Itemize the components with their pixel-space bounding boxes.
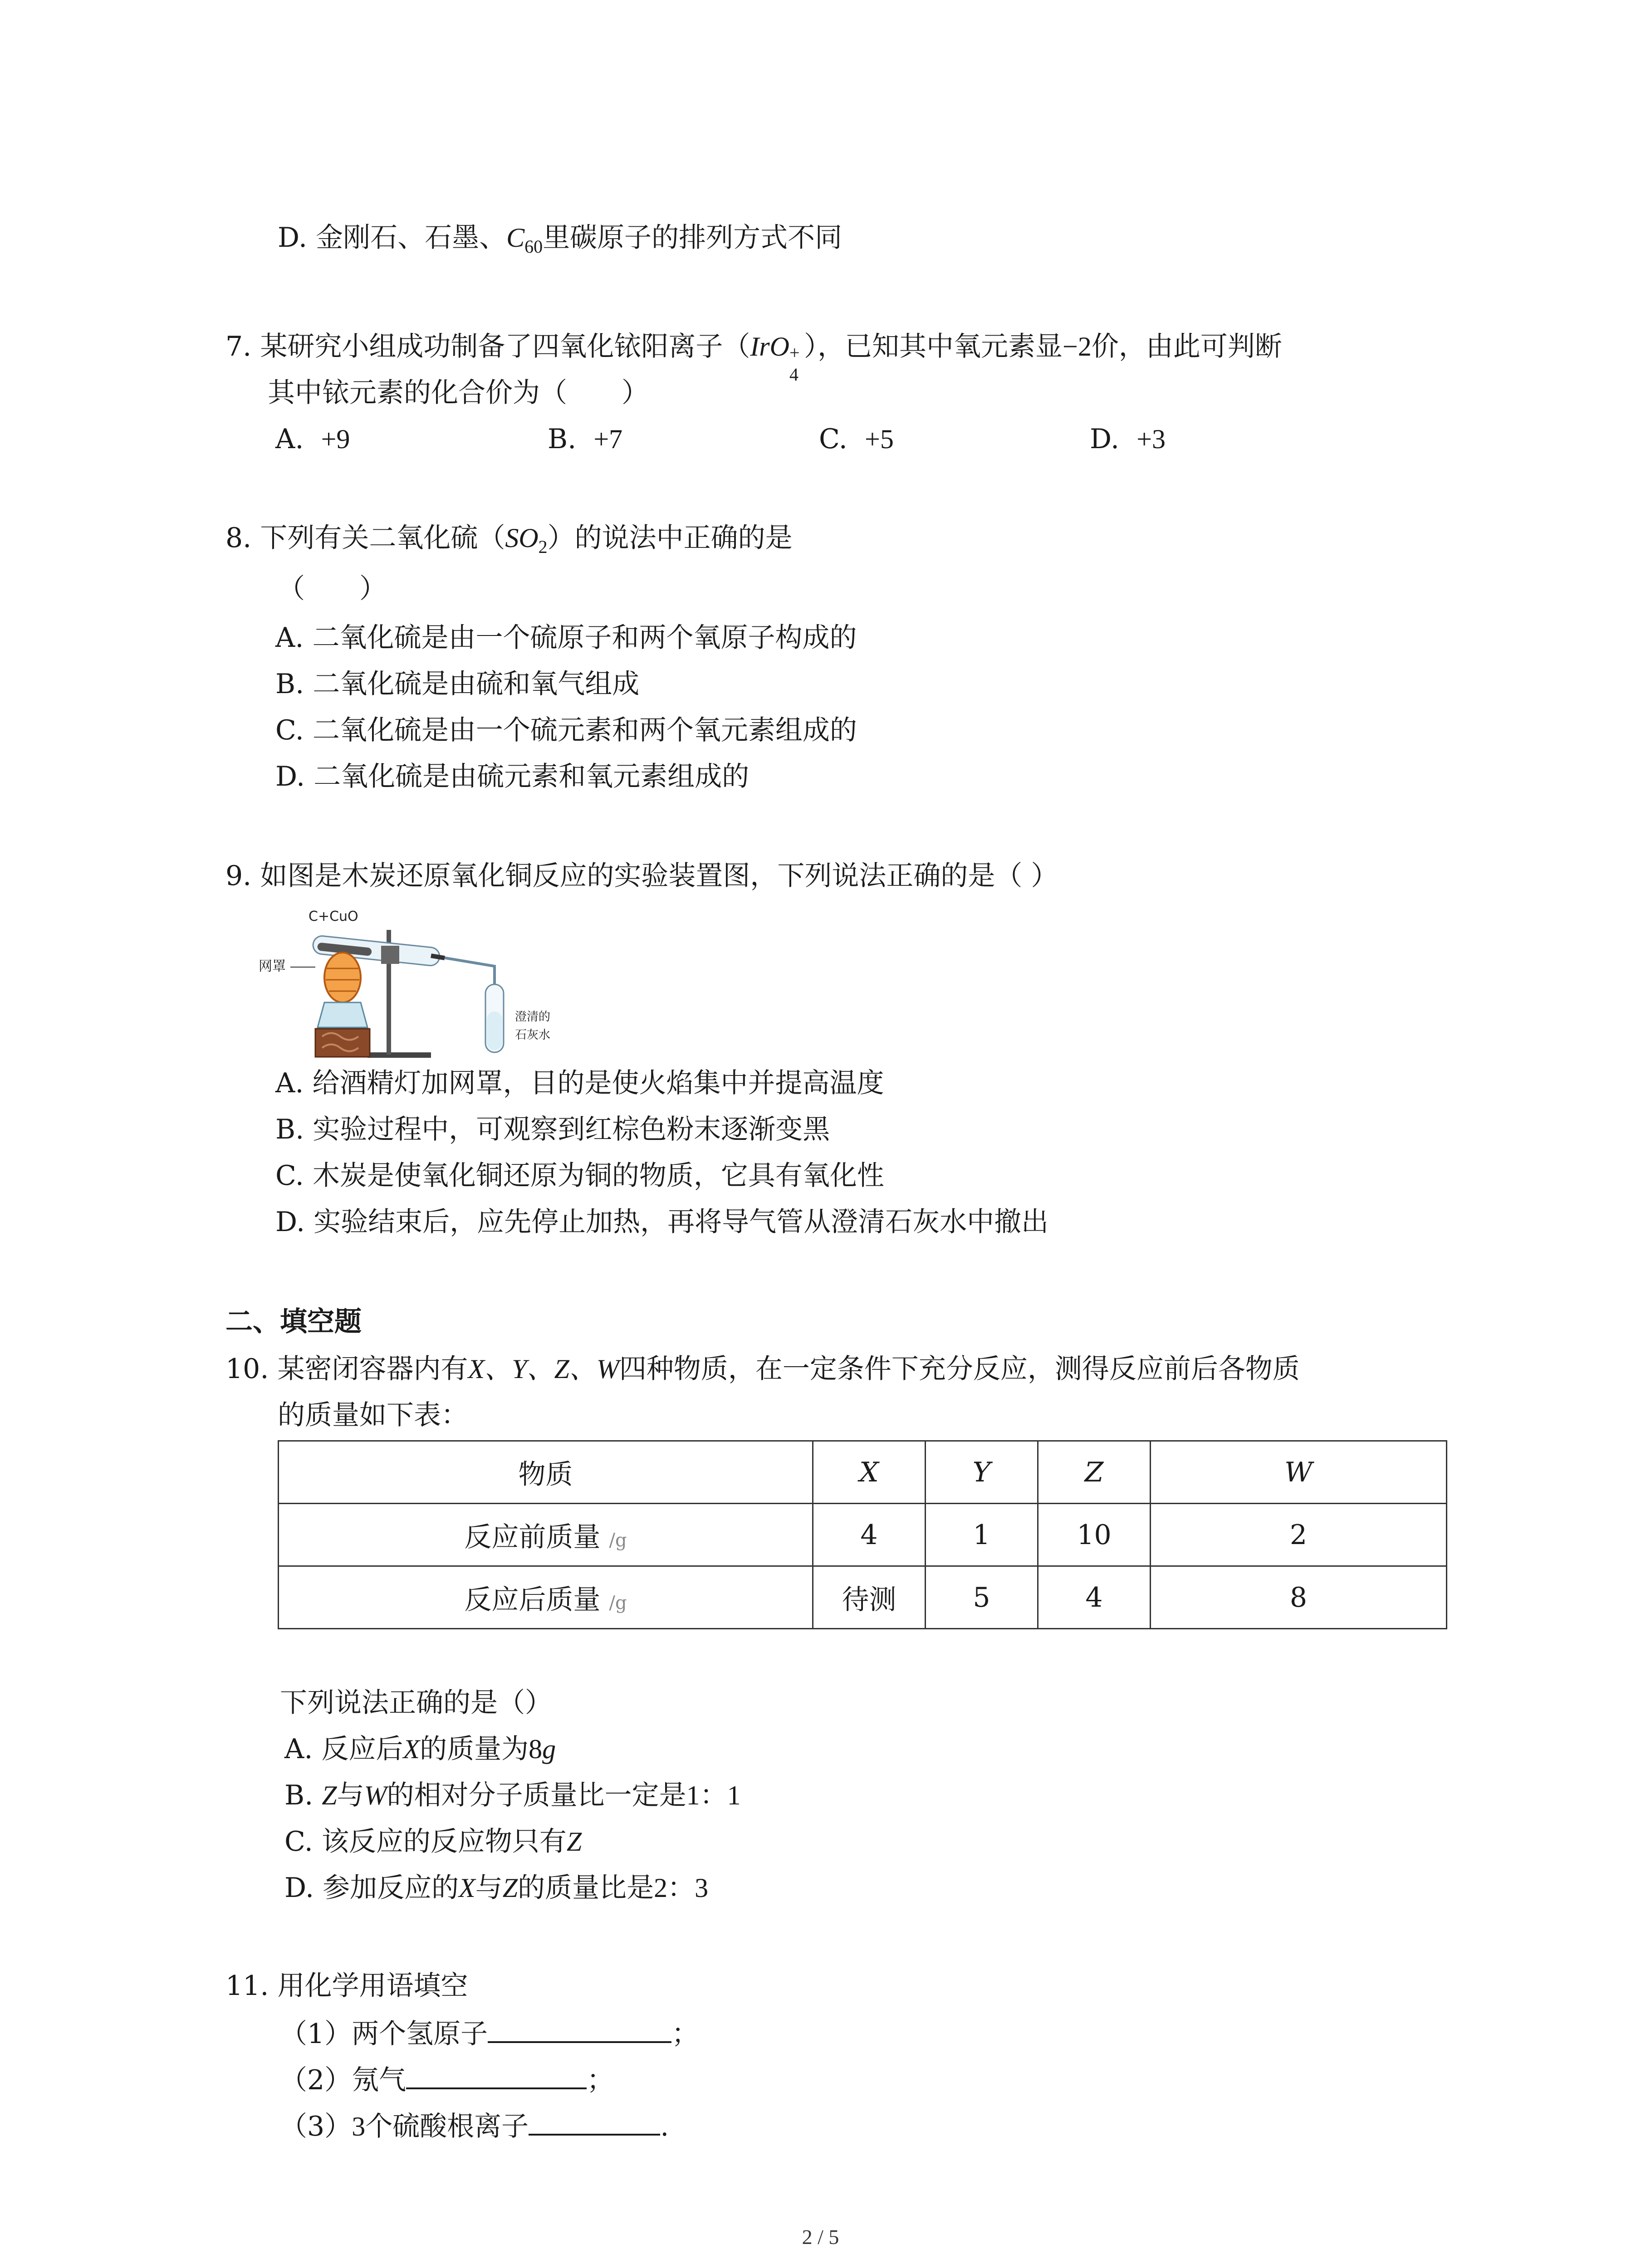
table-cell: 1 — [926, 1504, 1038, 1566]
answer-blank-2[interactable] — [406, 2062, 587, 2089]
q10-stem-line2: 的质量如下表： — [278, 1399, 468, 1431]
table-cell: 10 — [1038, 1504, 1151, 1566]
figure-label-net: 网罩 — [259, 958, 286, 974]
table-header-cell: Y — [926, 1441, 1038, 1504]
q7-stem-line1: 7. 某研究小组成功制备了四氧化铱阳离子（IrO + 4 ），已知其中氧元素显−2价，由此可判断 — [225, 331, 1282, 385]
q7-option-c: C. +5 — [819, 423, 894, 455]
answer-blank-1[interactable] — [488, 2016, 671, 2043]
table-cell: 5 — [926, 1566, 1038, 1629]
table-header-row — [279, 1441, 1447, 1504]
q9-option-b: B. 实验过程中，可观察到红棕色粉末逐渐变黑 — [275, 1114, 830, 1145]
table-cell: 4 — [813, 1504, 926, 1566]
q8-option-b: B. 二氧化硫是由硫和氧气组成 — [275, 668, 640, 700]
q9-option-c: C. 木炭是使氧化铜还原为铜的物质，它具有氧化性 — [275, 1160, 884, 1192]
alcohol-lamp — [318, 1002, 367, 1027]
table-row — [279, 1504, 1447, 1566]
figure-label-c-cuo: C+CuO — [309, 909, 358, 924]
q7-option-b: B. +7 — [548, 423, 623, 455]
clamp — [381, 946, 399, 964]
figure-label-water1: 澄清的 — [515, 1010, 551, 1024]
table-cell: 4 — [1038, 1566, 1151, 1629]
q7-option-a: A. +9 — [275, 423, 350, 455]
q9-stem: 9. 如图是木炭还原氧化铜反应的实验装置图，下列说法正确的是（ ） — [225, 860, 1058, 892]
answer-blank-3[interactable] — [529, 2108, 660, 2136]
q8-option-d: D. 二氧化硫是由硫元素和氧元素组成的 — [275, 761, 749, 792]
table-row — [279, 1566, 1447, 1629]
q8-paren: （ ） — [278, 573, 387, 605]
apparatus-figure — [259, 903, 567, 1066]
q9-option-d: D. 实验结束后，应先停止加热，再将导气管从澄清石灰水中撤出 — [275, 1206, 1049, 1238]
q11-item-1: （1）两个氢原子 ； — [280, 2016, 699, 2050]
table-cell: 8 — [1151, 1566, 1447, 1629]
q8-stem: 8. 下列有关二氧化硫$(SO_2)$的说法中正确的是 — [225, 522, 793, 557]
table-header-cell: X — [813, 1441, 926, 1504]
wooden-block — [315, 1029, 370, 1057]
q11-item-2: （2）氖气 ； — [280, 2062, 614, 2097]
figure-label-water2: 石灰水 — [515, 1028, 551, 1042]
table-header-cell: Z — [1038, 1441, 1151, 1504]
table-header-cell: 物质 — [279, 1441, 813, 1504]
q8-option-a: A. 二氧化硫是由一个硫原子和两个氧原子构成的 — [275, 622, 857, 654]
q11-item-3: （3）3个硫酸根离子 . — [280, 2108, 669, 2143]
page-number: 2 / 5 — [802, 2225, 839, 2248]
table-row-label: 反应后质量 /g — [279, 1566, 813, 1629]
q7-stem-line2: 其中铱元素的化合价为（ ） — [268, 377, 649, 409]
q10-stem-line1: 10. 某密闭容器内有X、Y、Z、W四种物质，在一定条件下充分反应，测得反应前后各物质 — [225, 1353, 1300, 1385]
q7-option-d: D. +3 — [1090, 423, 1166, 455]
stand-base — [367, 1052, 431, 1058]
limewater — [487, 1012, 502, 1050]
table-header-cell: W — [1151, 1441, 1447, 1504]
q10-option-d: D. 参加反应的X与Z的质量比是2：3 — [284, 1872, 709, 1904]
q9-option-a: A. 给酒精灯加网罩，目的是使火焰集中并提高温度 — [275, 1067, 884, 1099]
table-cell: 待测 — [813, 1566, 926, 1629]
q8-option-c: C. 二氧化硫是由一个硫元素和两个氧元素组成的 — [275, 714, 857, 746]
table-cell: 2 — [1151, 1504, 1447, 1566]
q10-option-b: B. Z与W的相对分子质量比一定是1：1 — [284, 1779, 741, 1811]
q10-question: 下列说法正确的是（） — [280, 1687, 552, 1719]
mass-table — [278, 1440, 1447, 1629]
section-title: 二、填空题 — [225, 1306, 362, 1338]
flame-mesh — [324, 953, 361, 1002]
q10-option-a: A. 反应后X的质量为8g — [284, 1733, 556, 1765]
table-row-label: 反应前质量 /g — [279, 1504, 813, 1566]
q6-option-d: D. 金刚石、石墨、$C_{60}$里碳原子的排列方式不同 — [278, 222, 843, 257]
stopper — [431, 956, 445, 958]
q10-option-c: C. 该反应的反应物只有Z — [284, 1826, 582, 1857]
q11-stem: 11. 用化学用语填空 — [225, 1970, 468, 2002]
